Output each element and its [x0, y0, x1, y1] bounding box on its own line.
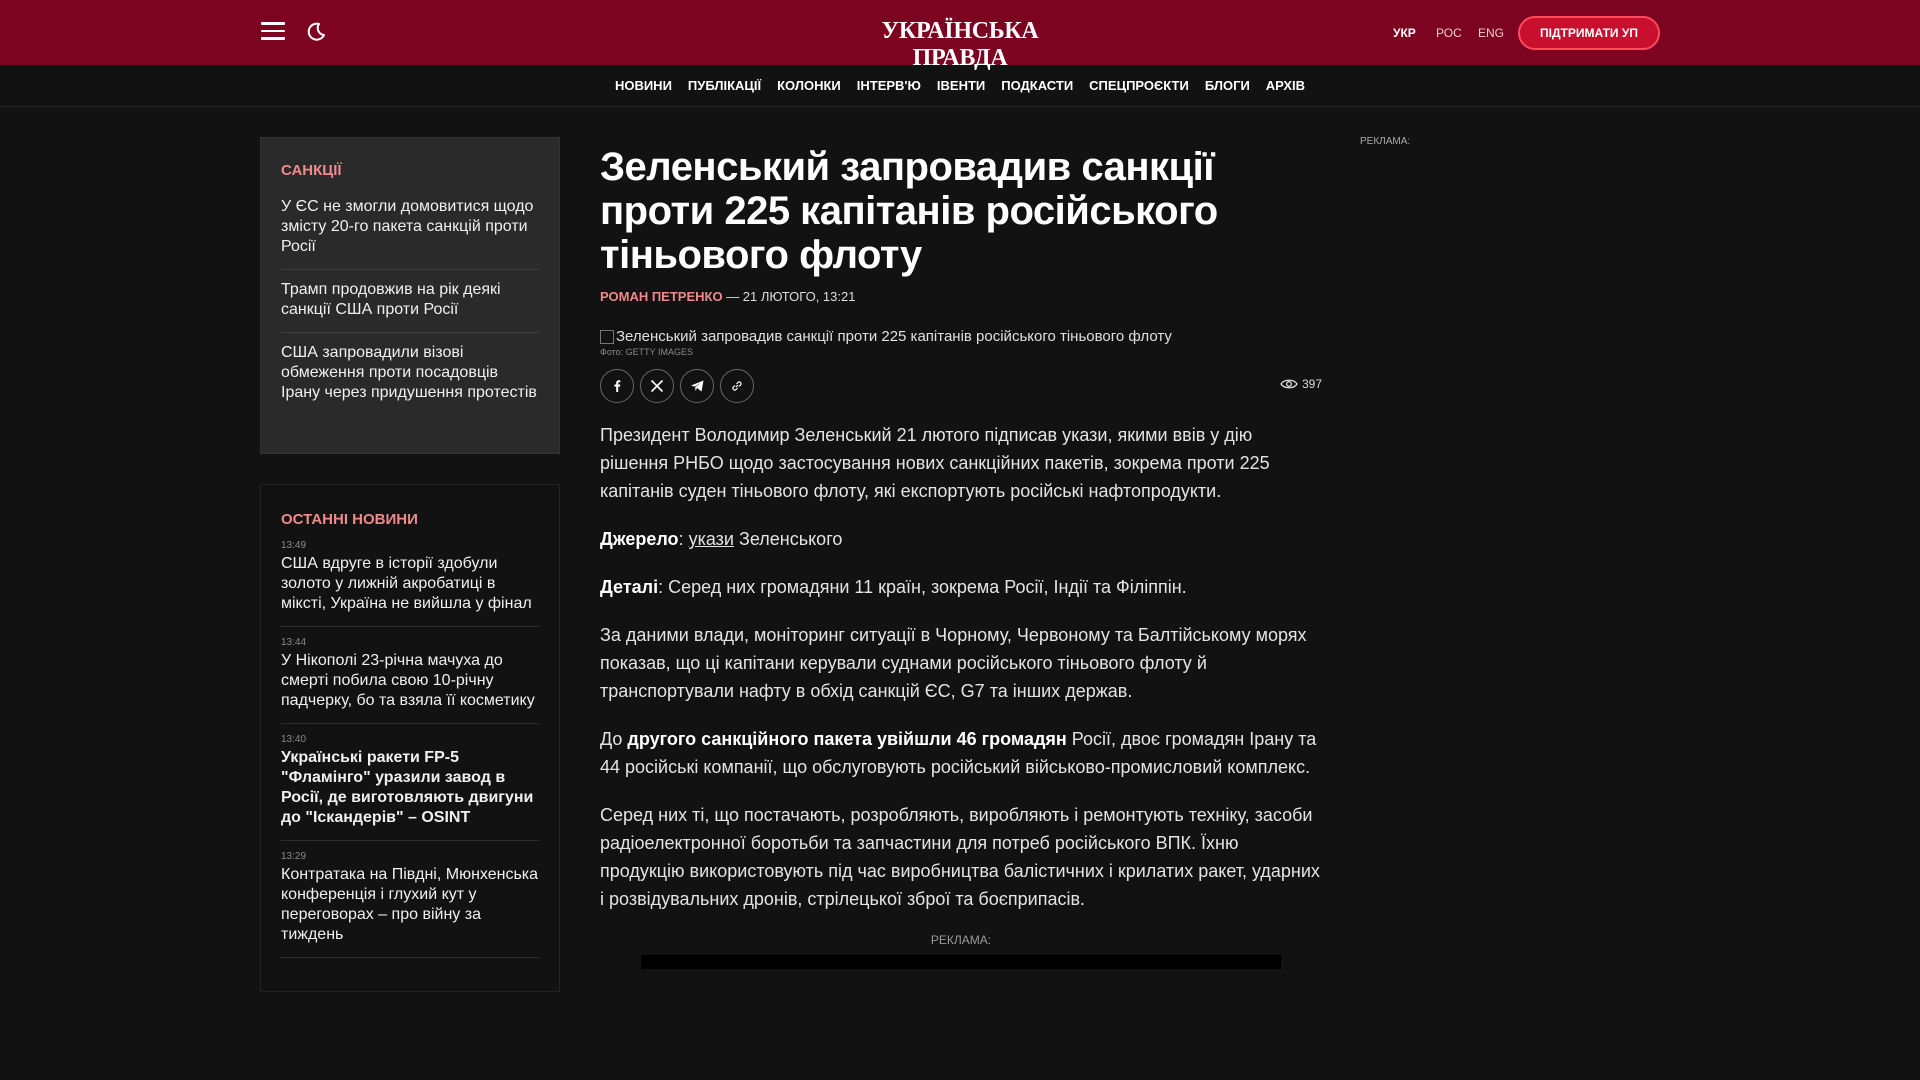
article-headline: Зеленський запровадив санкції проти 225 капітанів російського тіньового флоту [600, 145, 1218, 277]
sanctions-item[interactable]: У ЄС не змогли домовитися щодо змісту 20-го пакета санкцій проти Росії [281, 187, 539, 270]
nav-blogs[interactable]: БЛОГИ [1204, 78, 1250, 93]
news-item[interactable] [281, 637, 539, 724]
news-item[interactable] [281, 540, 539, 627]
byline [600, 289, 1322, 304]
support-button[interactable]: ПІДТРИМАТИ УП [1518, 16, 1660, 50]
ad-banner[interactable] [641, 955, 1281, 969]
sanctions-heading[interactable]: САНКЦІЇ [281, 162, 342, 179]
top-header [0, 0, 1920, 71]
nav-archive[interactable]: АРХІВ [1265, 78, 1306, 93]
x-icon [650, 379, 664, 393]
source-rest: Зеленського [733, 529, 843, 549]
x-share-button[interactable] [640, 369, 674, 403]
lang-ros[interactable]: РОС [1436, 26, 1462, 40]
site-logo[interactable]: УКРАЇНСЬКА ПРАВДА [881, 18, 1039, 71]
news-time: 13:40 [281, 734, 307, 745]
source-separator: : [678, 529, 684, 549]
eye-icon [1280, 378, 1298, 390]
view-count: 397 [1301, 377, 1322, 391]
facebook-share-button[interactable] [600, 369, 634, 403]
news-title[interactable]: США вдруге в історії здобули золото у лижній акробатиці в міксті, Україна не вийшла у фінал [281, 555, 532, 612]
sanctions-item[interactable]: Трамп продовжив на рік деякі санкції США проти Росії [281, 270, 539, 333]
nav-news[interactable]: НОВИНИ [614, 78, 672, 93]
lang-ukr[interactable]: УКР [1393, 26, 1416, 40]
menu-icon[interactable] [261, 22, 285, 41]
paragraph [600, 725, 1322, 781]
photo-credit: Фото: GETTY IMAGES [600, 347, 694, 357]
nav-events[interactable]: ІВЕНТИ [936, 78, 986, 93]
p4-rest: Росії, двоє громадян Ірану та 44 російські компанії, що обслуговують російський військово-промисловий комплекс. [600, 729, 1317, 777]
details-text: : Серед них громадяни 11 країн, зокрема Росії, Індії та Філіппін. [658, 577, 1187, 597]
latest-news-box [260, 484, 560, 992]
news-title[interactable]: Контратака на Півдні, Мюнхенська конференція і глухий кут у переговорах – про війну за тиждень [281, 866, 539, 943]
telegram-icon [690, 379, 705, 393]
right-ad-label: РЕКЛАМА: [1360, 136, 1411, 147]
latest-news-heading[interactable]: ОСТАННІ НОВИНИ [281, 511, 418, 528]
main-nav [0, 65, 1920, 107]
source-label: Джерело [600, 529, 679, 549]
sanctions-box [260, 137, 560, 454]
article-date: — 21 ЛЮТОГО, 13:21 [726, 289, 856, 304]
telegram-share-button[interactable] [680, 369, 714, 403]
link-icon [730, 379, 744, 393]
article-photo [600, 328, 1322, 345]
news-item[interactable] [281, 734, 539, 841]
photo-alt-text: Зеленський запровадив санкції проти 225 капітанів російського тіньового флоту [616, 328, 1172, 345]
p4-start: До [600, 729, 628, 749]
details-label: Деталі [600, 577, 659, 597]
author-link[interactable]: РОМАН ПЕТРЕНКО [600, 289, 723, 304]
paragraph: Президент Володимир Зеленський 21 лютого підписав укази, якими ввів у дію рішення РНБО щодо застосування нових санкційних пакетів, зокрема проти 225 капітанів суден тіньового флоту, які експортують російські нафтопродукти. [600, 425, 1270, 501]
news-title[interactable]: У Нікополі 23-річна мачуха до смерті побила свою 10-річну падчерку, бо та взяла її косметику [281, 652, 535, 709]
article-body [600, 421, 1322, 913]
paragraph: За даними влади, моніторинг ситуації в Чорному, Червоному та Балтійському морях показав, що ці капітани керували суднами російського тіньового флоту й транспортували нафту в обхід санкцій ЄС, G7 та інших держав. [600, 625, 1307, 701]
news-time: 13:29 [281, 851, 307, 862]
copy-link-button[interactable] [720, 369, 754, 403]
nav-specprojects[interactable]: СПЕЦПРОЄКТИ [1089, 78, 1189, 93]
lang-eng[interactable]: ENG [1478, 26, 1505, 40]
facebook-icon [610, 379, 624, 393]
nav-interview[interactable]: ІНТЕРВ'Ю [856, 78, 921, 93]
paragraph: Серед них ті, що постачають, розробляють, виробляють і ремонтують техніку, засоби радіоелектронної боротьби та запчастини для потреб російського ВПК. Їхню продукцію використовують під час виробництва балістичних і крилатих ракет, ударних і розвідувальних дронів, стрілецької зброї та боєприпасів. [600, 805, 1320, 909]
news-item[interactable] [281, 851, 539, 958]
broken-image-icon [600, 330, 614, 344]
news-title[interactable]: Українські ракети FP-5 "Фламінго" уразили завод в Росії, де виготовляють двигуни до "Іскандерів" – OSINT [281, 749, 534, 826]
moon-icon[interactable] [304, 20, 328, 44]
details-paragraph [600, 573, 1322, 601]
sanctions-item[interactable]: США запровадили візові обмеження проти посадовців Ірану через придушення протестів [281, 344, 537, 401]
nav-publications[interactable]: ПУБЛІКАЦІЇ [687, 78, 762, 93]
nav-columns[interactable]: КОЛОНКИ [777, 78, 841, 93]
source-link[interactable]: укази [688, 529, 734, 549]
view-counter [1280, 377, 1322, 391]
ad-label: РЕКЛАМА: [930, 933, 992, 947]
article [600, 145, 1322, 969]
news-time: 13:44 [281, 637, 307, 648]
source-paragraph [600, 525, 1322, 553]
nav-podcasts[interactable]: ПОДКАСТИ [1001, 78, 1074, 93]
news-time: 13:49 [281, 540, 307, 551]
share-row [600, 369, 1322, 403]
p4-bold: другого санкційного пакета увійшли 46 громадян [627, 729, 1067, 749]
